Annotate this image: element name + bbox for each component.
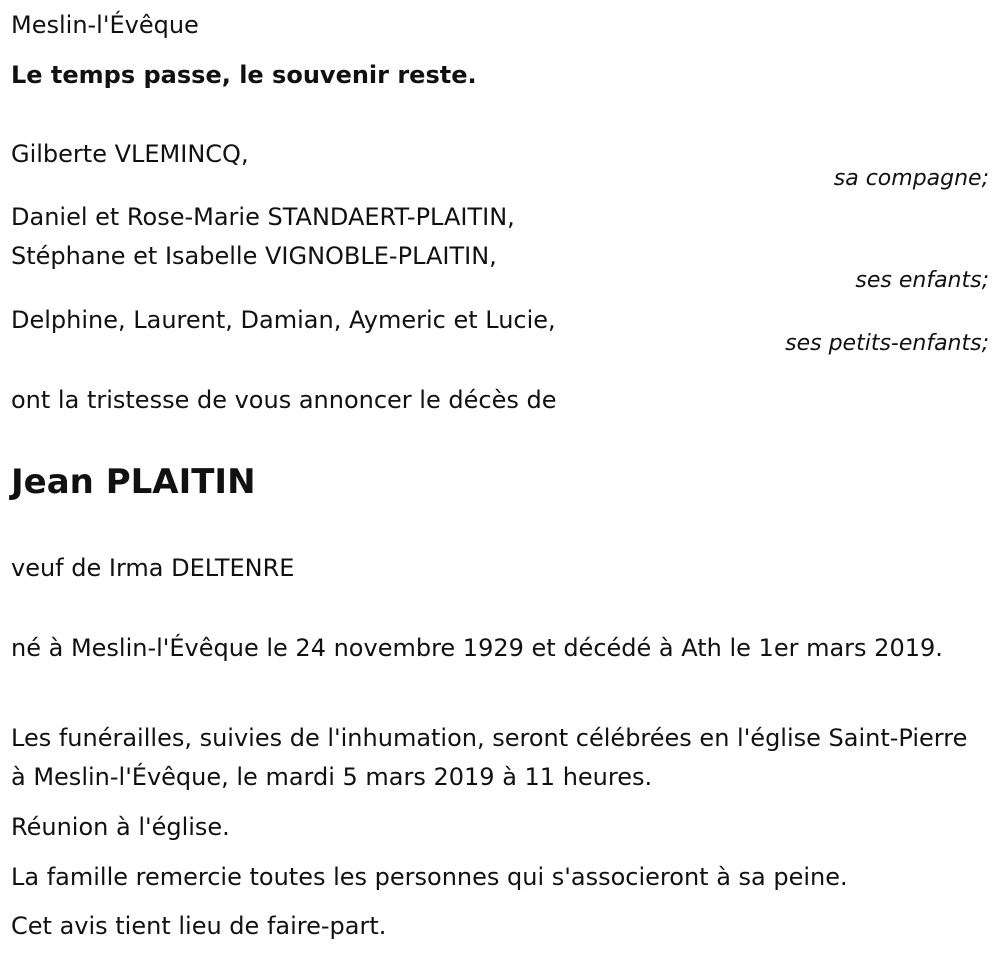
widower-of: veuf de Irma DELTENRE <box>11 554 295 582</box>
child-family-2: Stéphane et Isabelle VIGNOBLE-PLAITIN, <box>11 242 497 270</box>
grandchildren: Delphine, Laurent, Damian, Aymeric et Lucie, <box>11 306 556 334</box>
announcement: ont la tristesse de vous annoncer le décès de <box>11 386 557 414</box>
funeral-details: Les funérailles, suivies de l'inhumation, seront célébrées en l'église Saint-Pierre à Meslin-l'Évêque, le mardi 5 mars 2019 à 11 heures. <box>11 724 968 791</box>
grandchildren-role: ses petits-enfants; <box>785 331 989 356</box>
meeting-note: Réunion à l'église. <box>11 813 230 841</box>
faire-part-note: Cet avis tient lieu de faire-part. <box>11 912 387 940</box>
place: Meslin-l'Évêque <box>11 11 199 39</box>
companion-role: sa compagne; <box>833 166 989 191</box>
deceased-name: Jean PLAITIN <box>11 462 256 502</box>
child-family-1: Daniel et Rose-Marie STANDAERT-PLAITIN, <box>11 203 515 231</box>
thanks-note: La famille remercie toutes les personnes qui s'associeront à sa peine. <box>11 863 848 891</box>
companion-name: Gilberte VLEMINCQ, <box>11 140 249 168</box>
motto: Le temps passe, le souvenir reste. <box>11 61 477 89</box>
birth-death: né à Meslin-l'Évêque le 24 novembre 1929 et décédé à Ath le 1er mars 2019. <box>11 634 943 662</box>
children-role: ses enfants; <box>855 268 989 293</box>
